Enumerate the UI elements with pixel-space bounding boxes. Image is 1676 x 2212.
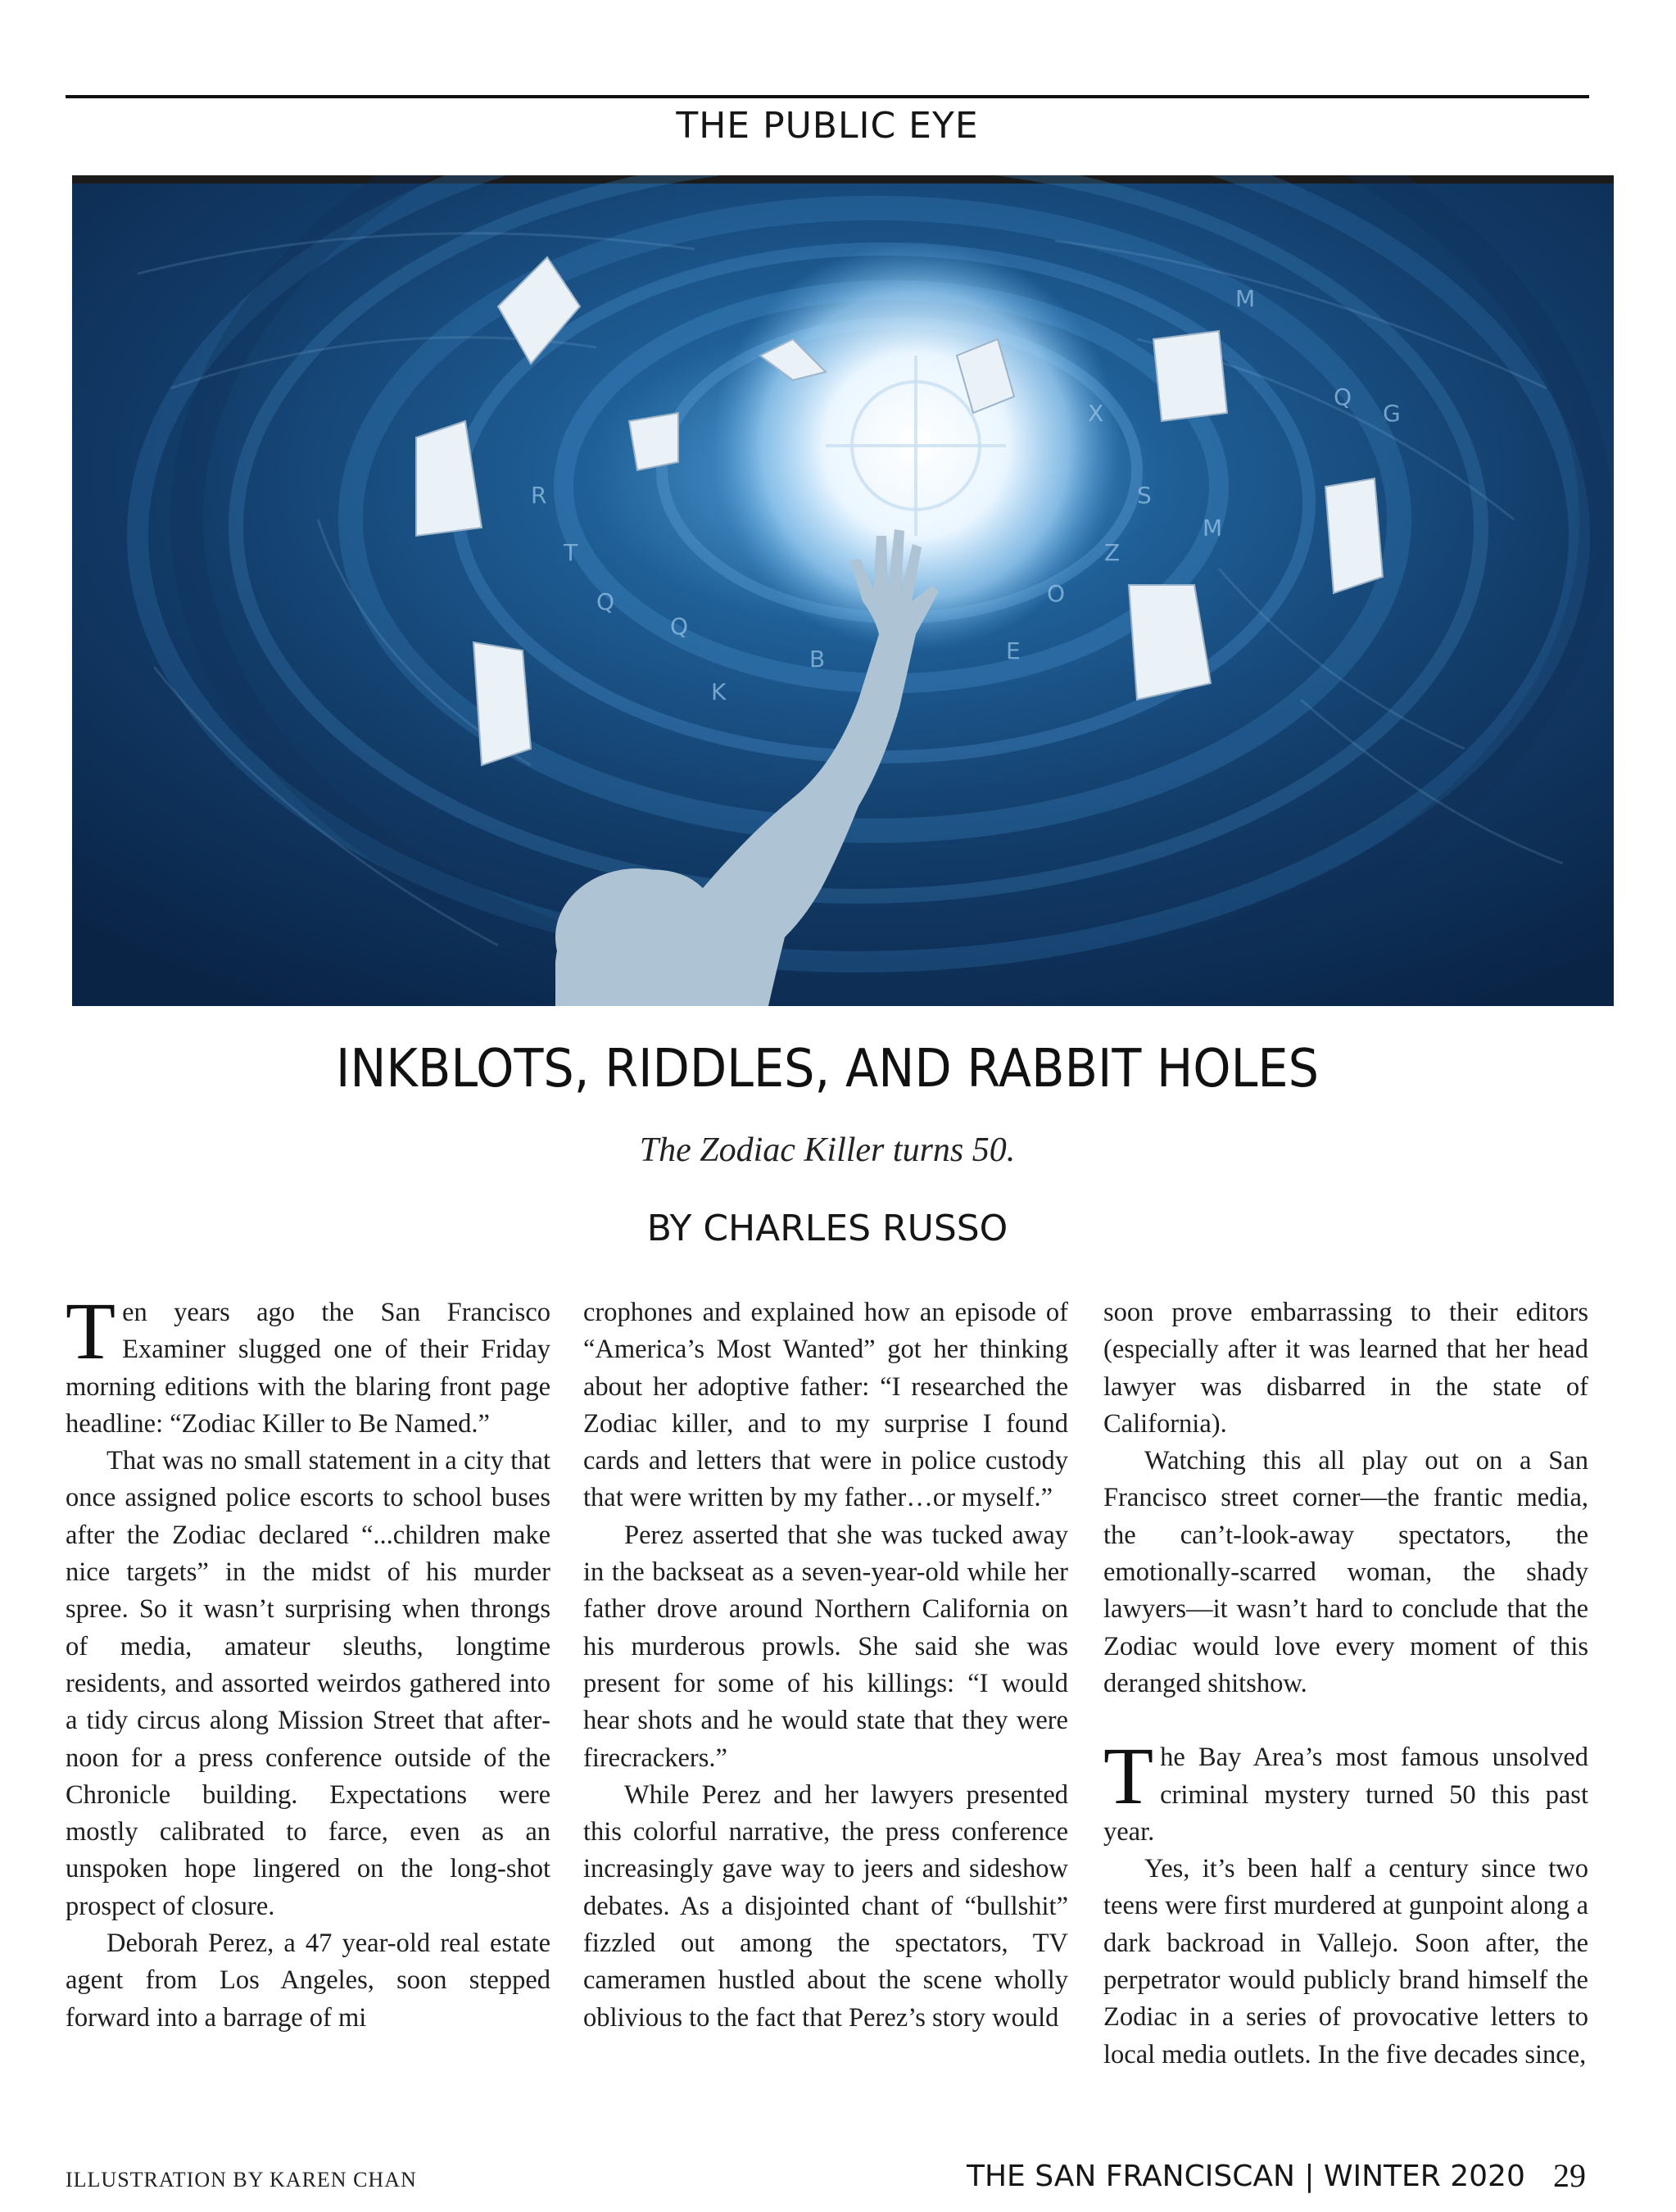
section-label: THE PUBLIC EYE xyxy=(676,105,979,147)
svg-text:T: T xyxy=(564,539,578,566)
svg-text:Q: Q xyxy=(596,588,615,615)
svg-text:R: R xyxy=(531,482,547,509)
svg-text:Q: Q xyxy=(670,613,689,640)
illustration-credit: ILLUSTRATION BY KAREN CHAN xyxy=(66,2168,417,2192)
article-dek: The Zodiac Killer turns 50. xyxy=(639,1131,1016,1169)
top-rule xyxy=(66,95,1589,98)
svg-text:G: G xyxy=(1383,400,1401,427)
body-text: en years ago the San Francisco Examiner slugged one of their Friday morning editions with the blaring front page headline: “Zodiac Killer to Be Named.” xyxy=(66,1298,550,1439)
body-paragraph: While Perez and her lawyers presented this colorful narrative, the press conference increasingly gave way to jeers and sideshow debates. As a disjointed chant of “bullshit” fizzled out among the spectators, TV cameramen hustled about the scene wholly oblivious to the fact that Perez’s story would xyxy=(583,1779,1068,2033)
body-paragraph xyxy=(66,1285,550,1443)
cipher-letter-icon xyxy=(473,642,531,765)
svg-text:M: M xyxy=(1235,285,1256,312)
drop-cap: T xyxy=(1103,1730,1154,1822)
svg-text:O: O xyxy=(1047,580,1066,607)
zodiac-illustration xyxy=(72,175,1614,1006)
body-text: he Bay Area’s most famous unsolved criminal mystery turned 50 this past year. xyxy=(1103,1743,1588,1847)
article-column-2 xyxy=(583,1294,1068,2037)
cipher-letter-icon xyxy=(1153,331,1227,421)
svg-text:E: E xyxy=(1006,637,1021,664)
svg-text:B: B xyxy=(809,646,826,673)
body-paragraph: soon prove embarrassing to their editors (especially after it was learned that her head lawyer was disbarred in the state of California). xyxy=(1103,1298,1588,1439)
page-number: 29 xyxy=(1553,2157,1586,2194)
body-paragraph: Perez asserted that she was tucked away in the backseat as a seven-year-old while her father drove around Northern California on his murderous prowls. She said she was present for some of his killings: “I would hear shots and he would state that they were firecrackers.” xyxy=(583,1520,1068,1773)
cipher-letter-icon xyxy=(629,413,678,470)
svg-text:K: K xyxy=(711,678,727,705)
body-paragraph: That was no small statement in a city that once assigned police escorts to school buses after the Zodiac declared “...children make nice targets” in the midst of his murder spree. So it wasn’t surprising when throngs of media, amateur sleuths, longtime residents, and assorted weirdos gathered into a tidy circus along Mission Street that afternoon for a press conference outside of the Chronicle building. Expectations were mostly calibrated to farce, even as an unspoken hope lingered on the long-shot prospect of closure. xyxy=(66,1446,550,1921)
body-paragraph xyxy=(1103,1730,1588,1851)
drop-cap: T xyxy=(66,1285,116,1376)
body-paragraph: Watching this all play out on a San Francisco street corner—the frantic media, the can’t-look-away spectators, the emotionally-scarred woman, the shady lawyers—it wasn’t hard to conclude that the Zodiac would love every moment of this deranged shitshow. xyxy=(1103,1446,1588,1698)
svg-text:Z: Z xyxy=(1104,539,1121,566)
article-headline: INKBLOTS, RIDDLES, AND RABBIT HOLES xyxy=(335,1039,1320,1099)
article-column-3 xyxy=(1103,1294,1588,2074)
magazine-issue: THE SAN FRANCISCAN | WINTER 2020 xyxy=(967,2160,1525,2193)
cipher-letter-icon xyxy=(1325,478,1383,593)
body-paragraph: crophones and explained how an episode of “America’s Most Wanted” got her thinking about her adoptive father: “I researched the Zodiac killer, and to my surprise I found cards and letters that were in police custody that were written by my father…or myself.” xyxy=(583,1298,1068,1513)
svg-text:S: S xyxy=(1137,482,1152,509)
article-column-1 xyxy=(66,1285,550,2037)
body-paragraph: Deborah Perez, a 47 year-old real estate agent from Los Angeles, soon stepped forward into a barrage of mi xyxy=(66,1929,550,2033)
svg-text:M: M xyxy=(1203,514,1223,542)
svg-text:Q: Q xyxy=(1334,383,1352,410)
svg-text:X: X xyxy=(1088,400,1104,427)
body-paragraph: Yes, it’s been half a century since two teens were first murdered at gunpoint along a dark backroad in Vallejo. Soon after, the perpetrator would publicly brand himself the Zodiac in a series of provocative letters to local media outlets. In the five decades since, xyxy=(1103,1854,1588,2069)
article-byline: BY CHARLES RUSSO xyxy=(646,1208,1008,1249)
